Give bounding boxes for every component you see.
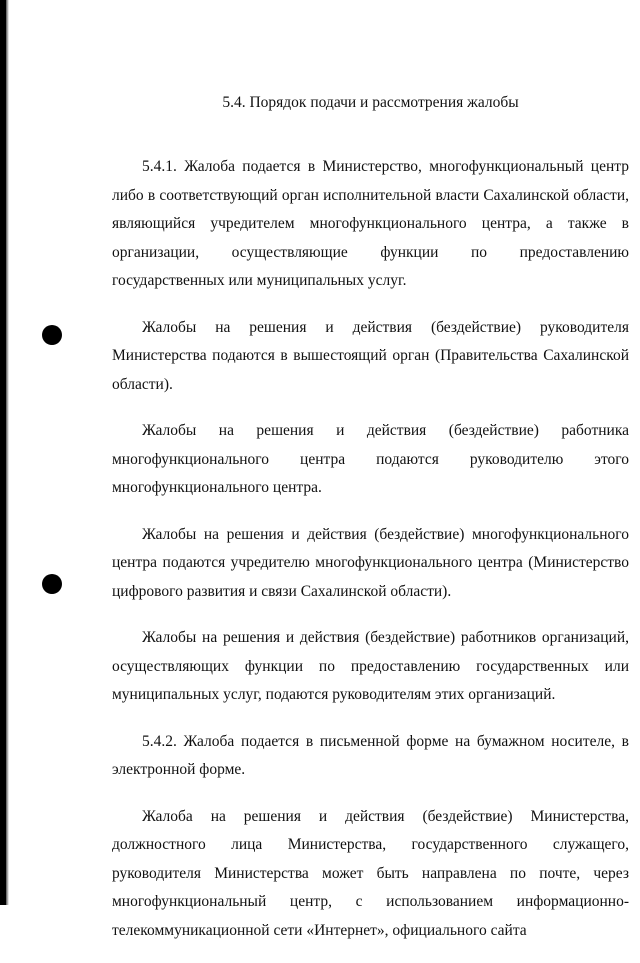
document-page: [112, 93, 629, 963]
paragraph-5-4-1: 5.4.1. Жалоба подается в Министерство, многофункциональный центр либо в соответствующий орган исполнительной власти Сахалинской области, являющийся учредителем многофункционального центра, а также в организации, осуществляющие функции по предоставлению государственных или муниципальных услуг.: [112, 158, 629, 289]
paragraph-mfc-worker-complaints: Жалобы на решения и действия (бездействие) работника многофункционального центра подаются руководителю этого многофункционального центра.: [112, 422, 629, 496]
paragraph-organization-complaints: Жалобы на решения и действия (бездействие) работников организаций, осуществляющих функции по предоставлению государственных или муниципальных услуг, подаются руководителям этих организаций.: [112, 629, 629, 703]
paragraph-minister-complaints: Жалобы на решения и действия (бездействие) руководителя Министерства подаются в вышестоящий орган (Правительства Сахалинской области).: [112, 318, 629, 393]
section-title: 5.4. Порядок подачи и рассмотрения жалобы: [222, 94, 519, 111]
punch-hole-mark: [42, 325, 62, 345]
paragraph-mfc-complaints: Жалобы на решения и действия (бездействие) многофункционального центра подаются учредителю многофункционального центра (Министерство цифрового развития и связи Сахалинской области).: [112, 525, 629, 600]
paragraph-5-4-2: 5.4.2. Жалоба подается в письменной форме на бумажном носителе, в электронной форме.: [112, 732, 629, 778]
punch-hole-mark: [42, 574, 62, 594]
paragraph-submission-channels: Жалоба на решения и действия (бездействие) Министерства, должностного лица Министерства, государственного служащего, руководителя Министерства может быть направлена по почте, через многофункциональный центр, с использованием информационно-телекоммуникационной сети «Интернет», официального сайта: [112, 807, 629, 939]
scan-left-edge: [0, 0, 6, 905]
